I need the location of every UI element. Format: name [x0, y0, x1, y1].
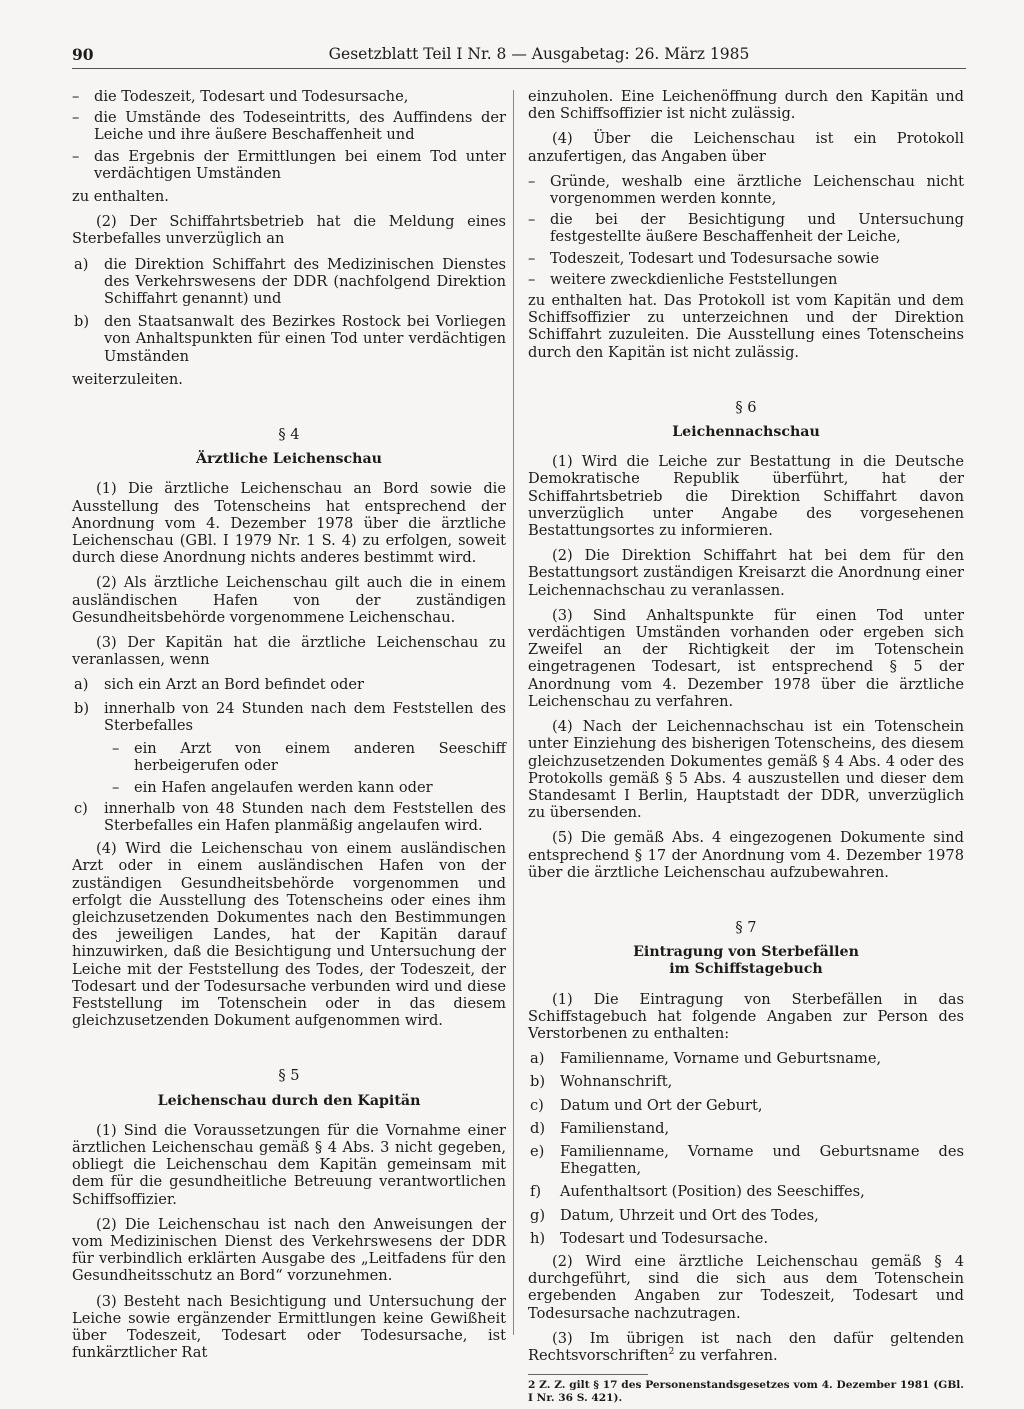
section-number: § 5 — [278, 1067, 300, 1085]
list-item: a) sich ein Arzt an Bord befindet oder — [74, 676, 364, 694]
list-item: c) innerhalb von 48 Stunden nach dem Feststellen des Sterbefalles ein Hafen planmäßig angelaufen wird. — [74, 799, 506, 834]
list-item: a) Familienname, Vorname und Geburtsname, — [530, 1050, 882, 1068]
paragraph: zu enthalten hat. Das Protokoll ist vom Kapitän und dem Schiffsoffizier zu unterzeichnen und der Direktion Schiffahrt zuzuleiten. Die Ausstellung eines Totenscheins durch den Kapitän ist nicht zulässig. — [528, 292, 964, 361]
list-item: – das Ergebnis der Ermittlungen bei einem Tod unter verdächtigen Umständen — [72, 147, 506, 182]
column-divider — [513, 90, 514, 1335]
paragraph: (1) Sind die Voraussetzungen für die Vornahme einer ärztlichen Leichenschau gemäß § 4 Abs. 3 nicht gegeben, obliegt die Leichenschau dem Kapitän gemeinsam mit dem für die gesundheitliche Betreuung verantwortlichen Schiffsoffizier. — [72, 1121, 506, 1208]
list-item: d) Familienstand, — [530, 1119, 670, 1137]
paragraph: (1) Die Eintragung von Sterbefällen in das Schiffstagebuch hat folgende Angaben zur Person des Verstorbenen zu enthalten: — [528, 990, 964, 1042]
right-column — [528, 88, 964, 1405]
paragraph: (4) Nach der Leichennachschau ist ein Totenschein unter Einziehung des bisherigen Totenscheins, des diesem gleichzusetzenden Dokumentes gemäß § 4 Abs. 4 oder des Protokolls gemäß § 5 Abs. 4 auszustellen und dieser dem Standesamt I Berlin, Hauptstadt der DDR, unverzüglich zu übersenden. — [528, 718, 964, 822]
section-title-line: im Schiffstagebuch — [669, 961, 823, 978]
paragraph: (1) Wird die Leiche zur Bestattung in die Deutsche Demokratische Republik überführt, hat der Schiffahrtsbetrieb die Direktion Schiffahrt davon unverzüglich unter Angabe des vorgesehenen Bestattungsortes zu informieren. — [528, 453, 964, 540]
list-item: – die bei der Besichtigung und Untersuchung festgestellte äußere Beschaffenheit der Leiche, — [528, 211, 964, 246]
page-number: 90 — [72, 45, 94, 64]
left-column — [72, 88, 506, 1369]
list-item: – ein Arzt von einem anderen Seeschiff herbeigerufen oder — [112, 740, 506, 775]
paragraph: (2) Wird eine ärztliche Leichenschau gemäß § 4 durchgeführt, sind die sich aus dem Totenschein ergebenden Angaben zur Todeszeit, Todesart und Todesursache nachzutragen. — [528, 1252, 964, 1322]
paragraph: (3) Im übrigen ist nach den dafür geltenden Rechtsvorschriften$^2$ zu verfahren. — [528, 1329, 964, 1364]
list-item: b) den Staatsanwalt des Bezirkes Rostock bei Vorliegen von Anhaltspunkten für einen Tod unter verdächtigen Umständen — [74, 313, 506, 365]
footnote: 2 Z. Z. gilt § 17 des Personenstandsgesetzes vom 4. Dezember 1981 (GBl. I Nr. 36 S. 421). — [528, 1379, 964, 1405]
list-item: g) Datum, Uhrzeit und Ort des Todes, — [530, 1206, 819, 1224]
gazette-title: Gesetzblatt Teil I Nr. 8 — Ausgabetag: 26. März 1985 — [328, 45, 750, 63]
section-number: § 4 — [278, 426, 300, 444]
list-item: – weitere zweckdienliche Feststellungen — [528, 270, 838, 288]
list-item: a) die Direktion Schiffahrt des Medizinischen Dienstes des Verkehrswesens der DDR (nachfolgend Direktion Schiffahrt genannt) und — [74, 255, 506, 308]
page-header — [72, 46, 966, 68]
list-item: h) Todesart und Todesursache. — [530, 1229, 769, 1247]
list-item: – die Umstände des Todeseintritts, des Auffindens der Leiche und ihre äußere Beschaffenheit und — [72, 109, 506, 144]
paragraph: (2) Die Leichenschau ist nach den Anweisungen der vom Medizinischen Dienst des Verkehrswesens der DDR für verbindlich erklärten Ausgabe des „Leitfadens für den Gesundheitsschutz an Bord“ vorzunehmen. — [72, 1215, 506, 1285]
list-item: b) Wohnanschrift, — [530, 1073, 673, 1091]
paragraph: (1) Die ärztliche Leichenschau an Bord sowie die Ausstellung des Totenscheins hat entsprechend der Anordnung vom 4. Dezember 1978 über die ärztliche Leichenschau (GBl. I 1979 Nr. 1 S. 4) zu erfolgen, soweit durch diese Anordnung nichts anderes bestimmt wird. — [72, 480, 506, 567]
section-number: § 6 — [735, 398, 757, 416]
paragraph: (2) Als ärztliche Leichenschau gilt auch die in einem ausländischen Hafen von der zuständigen Gesundheitsbehörde vorgenommene Leichenschau. — [72, 574, 506, 626]
section-title — [528, 944, 964, 978]
paragraph: (3) Besteht nach Besichtigung und Untersuchung der Leiche sowie ergänzender Ermittlungen keine Gewißheit über Todeszeit, Todesart oder Todesursache, ist funkärztlicher Rat — [72, 1292, 506, 1362]
paragraph: zu enthalten. — [72, 188, 169, 206]
section-title-line: Eintragung von Sterbefällen — [633, 944, 859, 961]
paragraph: (5) Die gemäß Abs. 4 eingezogenen Dokumente sind entsprechend § 17 der Anordnung vom 4. Dezember 1978 über die ärztliche Leichenschau aufzubewahren. — [528, 829, 964, 881]
paragraph: (4) Über die Leichenschau ist ein Protokoll anzufertigen, das Angaben über — [528, 130, 964, 165]
footnote-rule — [528, 1374, 648, 1375]
header-rule — [72, 68, 966, 69]
section-title: Leichenschau durch den Kapitän — [157, 1092, 421, 1109]
section-title: Ärztliche Leichenschau — [196, 451, 382, 468]
paragraph: (3) Der Kapitän hat die ärztliche Leichenschau zu veranlassen, wenn — [72, 634, 506, 669]
list-item: – Gründe, weshalb eine ärztliche Leichenschau nicht vorgenommen werden konnte, — [528, 172, 964, 208]
paragraph: (2) Der Schiffahrtsbetrieb hat die Meldung eines Sterbefalles unverzüglich an — [72, 213, 506, 248]
list-item: – die Todeszeit, Todesart und Todesursache, — [72, 88, 409, 105]
list-item: – Todeszeit, Todesart und Todesursache sowie — [528, 249, 880, 267]
paragraph: weiterzuleiten. — [72, 370, 183, 388]
list-item: e) Familienname, Vorname und Geburtsname des Ehegatten, — [530, 1142, 964, 1178]
list-item: – ein Hafen angelaufen werden kann oder — [112, 778, 433, 796]
section-number: § 7 — [735, 918, 757, 936]
paragraph: (3) Sind Anhaltspunkte für einen Tod unter verdächtigen Umständen vorhanden oder ergeben sich Zweifel an der Richtigkeit der im Totenschein eingetragenen Todesart, ist entsprechend § 5 der Anordnung vom 4. Dezember 1978 über die ärztliche Leichenschau zu verfahren. — [528, 606, 964, 710]
list-item: c) Datum und Ort der Geburt, — [530, 1096, 763, 1114]
paragraph: einzuholen. Eine Leichenöffnung durch den Kapitän und den Schiffsoffizier ist nicht zulässig. — [528, 88, 964, 123]
list-item: b) innerhalb von 24 Stunden nach dem Feststellen des Sterbefalles — [74, 699, 506, 734]
list-item: f) Aufenthaltsort (Position) des Seeschiffes, — [530, 1183, 865, 1201]
paragraph: (2) Die Direktion Schiffahrt hat bei dem für den Bestattungsort zuständigen Kreisarzt die Anordnung einer Leichennachschau zu veranlassen. — [528, 547, 964, 599]
paragraph: (4) Wird die Leichenschau von einem ausländischen Arzt oder in einem ausländischen Hafen von der zuständigen Gesundheitsbehörde vorgenommen und erfolgt die Ausstellung des Totenscheins oder eines ihm gleichzusetzenden Dokumentes nach den Bestimmungen des jeweiligen Landes, hat der Kapitän darauf hinzuwirken, daß die Besichtigung und Untersuchung der Leiche mit der Feststellung des Todes, der Todeszeit, der Todesart und der Todesursache verbunden wird und diese Feststellung im Totenschein oder in das diesem gleichzusetzenden Dokument aufgenommen wird. — [72, 840, 506, 1030]
footnote-marker: 2 — [668, 1347, 675, 1358]
section-title: Leichennachschau — [672, 424, 820, 441]
